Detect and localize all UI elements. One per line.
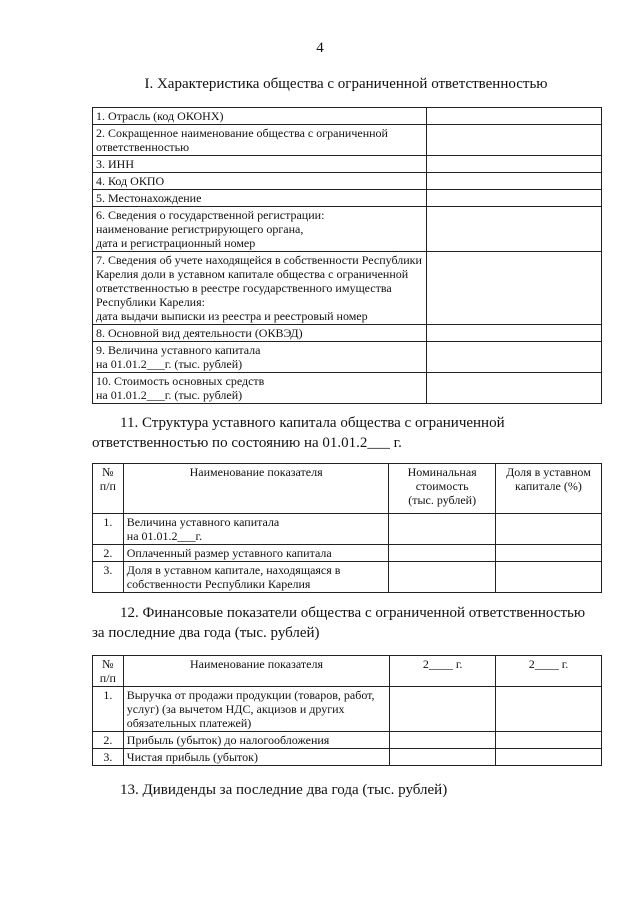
row-label: 4. Код ОКПО <box>93 173 427 190</box>
row-num: 3. <box>93 562 124 593</box>
row-label: 1. Отрасль (код ОКОНХ) <box>93 108 427 125</box>
section4-title: 13. Дивиденды за последние два года (тыс. рублей) <box>120 782 448 798</box>
cell-nominal-value[interactable] <box>389 562 495 593</box>
financial-indicators-table <box>92 655 602 766</box>
table-row <box>93 373 602 404</box>
row-value[interactable] <box>426 373 601 404</box>
cell-year-1[interactable] <box>390 687 496 732</box>
section2-title-line1: 11. Структура уставного капитала общества с ограниченной <box>120 415 505 431</box>
row-value[interactable] <box>426 325 601 342</box>
table-row <box>93 173 602 190</box>
row-value[interactable] <box>426 156 601 173</box>
page-number: 4 <box>316 40 324 56</box>
table-row <box>93 125 602 156</box>
section2-title-line2: ответственностью по состоянию на 01.01.2___ г. <box>92 435 402 451</box>
cell-share[interactable] <box>495 514 601 545</box>
row-value[interactable] <box>426 108 601 125</box>
cell-nominal-value[interactable] <box>389 514 495 545</box>
header-nominal-value: Номинальная стоимость (тыс. рублей) <box>389 464 495 514</box>
row-num: 1. <box>93 687 124 732</box>
cell-year-2[interactable] <box>496 749 602 766</box>
header-share: Доля в уставном капитале (%) <box>495 464 601 514</box>
row-label: 8. Основной вид деятельности (ОКВЭД) <box>93 325 427 342</box>
section1-title: I. Характеристика общества с ограниченной ответственностью <box>144 76 548 92</box>
header-name: Наименование показателя <box>123 464 389 514</box>
row-value[interactable] <box>426 252 601 325</box>
table-row <box>93 342 602 373</box>
cell-year-1[interactable] <box>390 749 496 766</box>
header-year-1: 2____ г. <box>390 656 496 687</box>
row-name: Прибыль (убыток) до налогообложения <box>123 732 389 749</box>
table-row <box>93 514 602 545</box>
header-name: Наименование показателя <box>123 656 389 687</box>
table-row <box>93 732 602 749</box>
table-row <box>93 562 602 593</box>
row-label: 2. Сокращенное наименование общества с ограниченной ответственностью <box>93 125 427 156</box>
table-header-row <box>93 656 602 687</box>
table-row <box>93 749 602 766</box>
company-characteristics-table <box>92 107 602 404</box>
row-name: Доля в уставном капитале, находящаяся в собственности Республики Карелия <box>123 562 389 593</box>
table-row <box>93 325 602 342</box>
cell-year-1[interactable] <box>390 732 496 749</box>
capital-structure-table <box>92 463 602 593</box>
table-row <box>93 687 602 732</box>
section3-title <box>92 603 600 643</box>
row-value[interactable] <box>426 342 601 373</box>
cell-nominal-value[interactable] <box>389 545 495 562</box>
row-name: Чистая прибыль (убыток) <box>123 749 389 766</box>
table-row <box>93 190 602 207</box>
row-name: Выручка от продажи продукции (товаров, работ, услуг) (за вычетом НДС, акцизов и других обязательных платежей) <box>123 687 389 732</box>
header-year-2: 2____ г. <box>496 656 602 687</box>
cell-share[interactable] <box>495 562 601 593</box>
cell-year-2[interactable] <box>496 732 602 749</box>
row-label: 7. Сведения об учете находящейся в собственности Республики Карелия доли в уставном капитале общества с ограниченной ответственностью в реестре государственного имущества Республики Карелия: дата выдачи выписки из реестра и реестровый номер <box>93 252 427 325</box>
section3-title-line1: 12. Финансовые показатели общества с ограниченной ответственностью <box>120 605 586 621</box>
table-row <box>93 545 602 562</box>
table-header-row <box>93 464 602 514</box>
row-num: 3. <box>93 749 124 766</box>
table-row <box>93 108 602 125</box>
row-label: 3. ИНН <box>93 156 427 173</box>
row-label: 10. Стоимость основных средств на 01.01.2___г. (тыс. рублей) <box>93 373 427 404</box>
row-value[interactable] <box>426 173 601 190</box>
row-label: 6. Сведения о государственной регистрации: наименование регистрирующего органа, дата и регистрационный номер <box>93 207 427 252</box>
row-name: Оплаченный размер уставного капитала <box>123 545 389 562</box>
row-num: 2. <box>93 732 124 749</box>
cell-year-2[interactable] <box>496 687 602 732</box>
section2-title <box>92 413 600 453</box>
header-num: № п/п <box>93 656 124 687</box>
row-num: 2. <box>93 545 124 562</box>
table-row <box>93 207 602 252</box>
row-value[interactable] <box>426 207 601 252</box>
section3-title-line2: за последние два года (тыс. рублей) <box>92 625 320 641</box>
table-row <box>93 156 602 173</box>
cell-share[interactable] <box>495 545 601 562</box>
row-value[interactable] <box>426 190 601 207</box>
row-name: Величина уставного капитала на 01.01.2___г. <box>123 514 389 545</box>
row-num: 1. <box>93 514 124 545</box>
row-label: 5. Местонахождение <box>93 190 427 207</box>
header-num: № п/п <box>93 464 124 514</box>
row-label: 9. Величина уставного капитала на 01.01.2___г. (тыс. рублей) <box>93 342 427 373</box>
row-value[interactable] <box>426 125 601 156</box>
table-row <box>93 252 602 325</box>
